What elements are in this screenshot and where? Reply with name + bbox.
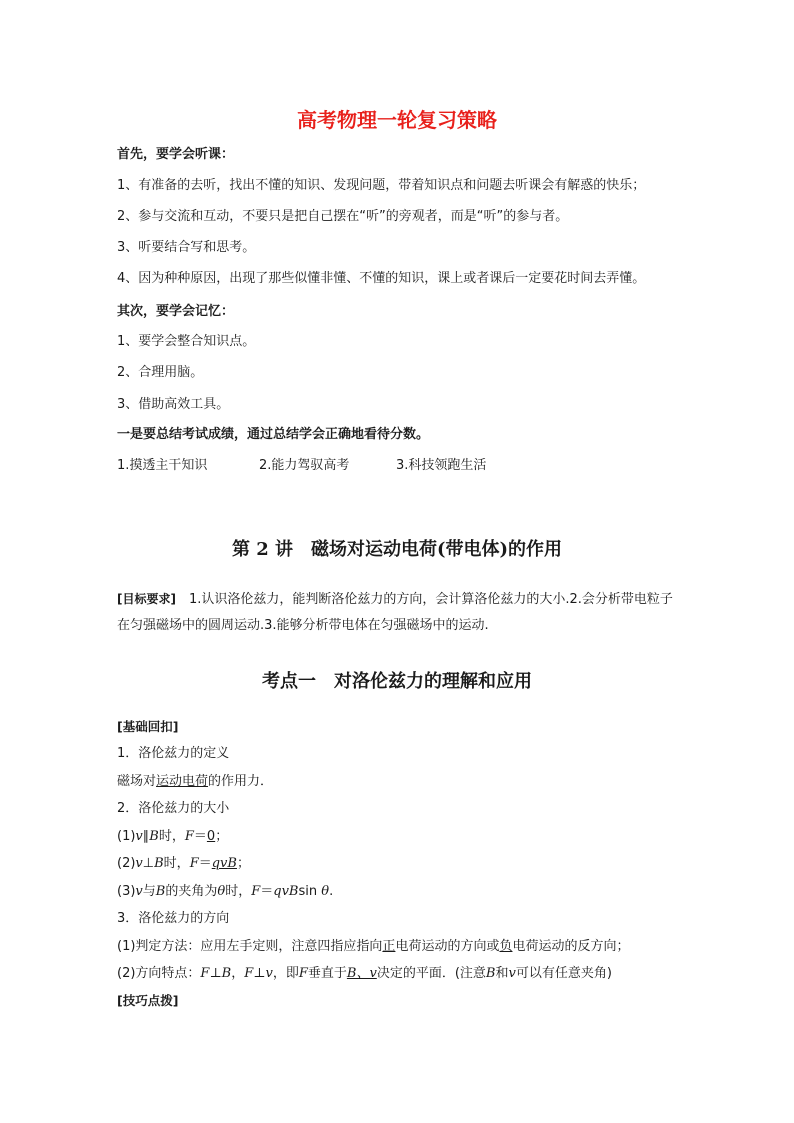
listen-item-1: 1、有准备的去听，找出不懂的知识、发现问题，带着知识点和问题去听课会有解惑的快乐； bbox=[117, 178, 646, 193]
goal-paragraph bbox=[117, 586, 683, 639]
f3-f: F bbox=[251, 884, 261, 899]
f1-b: B bbox=[149, 829, 159, 844]
d2-a: F⊥B bbox=[200, 966, 232, 981]
d2-b: F⊥v bbox=[244, 966, 273, 981]
f1-mid: ∥ bbox=[142, 829, 150, 844]
direction-heading: 3．洛伦兹力的方向 bbox=[117, 911, 230, 926]
memory-item-2: 2、合理用脑。 bbox=[117, 365, 204, 380]
f1-eq: ＝ bbox=[193, 829, 207, 844]
tip-tag: [技巧点拨] bbox=[117, 993, 179, 1008]
doc-title: 高考物理一轮复习策略 bbox=[297, 108, 497, 132]
f2-end: ； bbox=[236, 856, 250, 871]
f1-val: 0 bbox=[206, 829, 216, 844]
lecture-title: 第 2 讲 磁场对运动电荷(带电体)的作用 bbox=[231, 539, 563, 560]
f2-v: v bbox=[135, 856, 143, 871]
d2-end: 可以有任意夹角) bbox=[515, 966, 612, 981]
f1-pre: (1) bbox=[117, 829, 136, 844]
formula-2 bbox=[117, 855, 250, 873]
formula-1 bbox=[117, 828, 228, 846]
listen-item-2: 2、参与交流和互动，不要只是把自己摆在“听”的旁观者，而是“听”的参与者。 bbox=[117, 209, 569, 224]
f3-end: . bbox=[329, 884, 334, 899]
f1-f: F bbox=[184, 829, 194, 844]
def-underline: 运动电荷 bbox=[156, 774, 209, 789]
d2-v2: v bbox=[508, 966, 516, 981]
goal-text: 1.认识洛伦兹力，能判断洛伦兹力的方向，会计算洛伦兹力的大小.2.会分析带电粒子在匀强磁场中的圆周运动.3.能够分析带电体在匀强磁场中的运动. bbox=[117, 592, 673, 633]
f2-b: B bbox=[154, 856, 164, 871]
f1-v: v bbox=[135, 829, 143, 844]
f3-pre: (3) bbox=[117, 884, 136, 899]
slogan-row bbox=[117, 457, 486, 475]
f3-theta: θ bbox=[217, 884, 226, 899]
d1-post: 电荷运动的反方向； bbox=[512, 939, 630, 954]
size-heading: 2．洛伦兹力的大小 bbox=[117, 801, 230, 816]
d1-underline-2: 负 bbox=[499, 939, 513, 954]
slogan-1: 1.摸透主干知识 bbox=[117, 458, 208, 473]
def-post: 的作用力． bbox=[208, 774, 274, 789]
d1-pre: (1)判定方法：应用左手定则，注意四指应指向 bbox=[117, 939, 383, 954]
review-tag: [基础回扣] bbox=[117, 719, 179, 734]
f3-theta2: θ bbox=[321, 884, 330, 899]
d2-and: 和 bbox=[495, 966, 509, 981]
f2-val: qvB bbox=[211, 856, 237, 871]
f2-pre: (2) bbox=[117, 856, 136, 871]
f3-post: 的夹角为 bbox=[165, 884, 218, 899]
d2-pre: (2)方向特点： bbox=[117, 966, 201, 981]
d2-mid: 垂直于 bbox=[307, 966, 347, 981]
f2-post: 时， bbox=[163, 856, 190, 871]
d2-c2: ，即 bbox=[272, 966, 299, 981]
f3-v: v bbox=[135, 884, 143, 899]
d1-mid: 电荷运动的方向或 bbox=[395, 939, 500, 954]
heading-summary: 一是要总结考试成绩，通过总结学会正确地看待分数。 bbox=[117, 427, 430, 442]
f3-sin: sin bbox=[298, 884, 322, 899]
heading-listen: 首先，要学会听课： bbox=[117, 147, 235, 162]
def-pre: 磁场对 bbox=[117, 774, 157, 789]
listen-item-3: 3、听要结合写和思考。 bbox=[117, 240, 256, 255]
f2-mid: ⊥ bbox=[142, 856, 155, 871]
f3-b: B bbox=[155, 884, 166, 899]
formula-3 bbox=[117, 883, 333, 901]
d1-underline-1: 正 bbox=[382, 939, 396, 954]
d2-f: F bbox=[298, 966, 308, 981]
listen-item-4: 4、因为种种原因，出现了那些似懂非懂、不懂的知识，课上或者课后一定要花时间去弄懂。 bbox=[117, 271, 646, 286]
direction-1 bbox=[117, 938, 629, 956]
def-heading: 1．洛伦兹力的定义 bbox=[117, 746, 230, 761]
goal-tag: [目标要求] bbox=[117, 592, 176, 606]
f3-val: qvB bbox=[273, 884, 299, 899]
d2-underline: B、v bbox=[346, 966, 377, 981]
slogan-3: 3.科技领跑生活 bbox=[396, 458, 487, 473]
def-text bbox=[117, 773, 273, 791]
slogan-2: 2.能力驾驭高考 bbox=[259, 458, 350, 473]
f2-f: F bbox=[189, 856, 199, 871]
f3-eq: ＝ bbox=[260, 884, 274, 899]
f3-when: 时， bbox=[225, 884, 252, 899]
f1-end: ； bbox=[215, 829, 229, 844]
direction-2 bbox=[117, 965, 612, 983]
f2-eq: ＝ bbox=[198, 856, 212, 871]
heading-memory: 其次，要学会记忆： bbox=[117, 304, 235, 319]
memory-item-3: 3、借助高效工具。 bbox=[117, 397, 230, 412]
memory-item-1: 1、要学会整合知识点。 bbox=[117, 334, 256, 349]
d2-c1: ， bbox=[231, 966, 245, 981]
f1-post: 时， bbox=[158, 829, 185, 844]
f3-mid: 与 bbox=[142, 884, 156, 899]
point1-title: 考点一 对洛伦兹力的理解和应用 bbox=[262, 671, 532, 692]
d2-b2: B bbox=[485, 966, 496, 981]
d2-post: 决定的平面．(注意 bbox=[376, 966, 486, 981]
